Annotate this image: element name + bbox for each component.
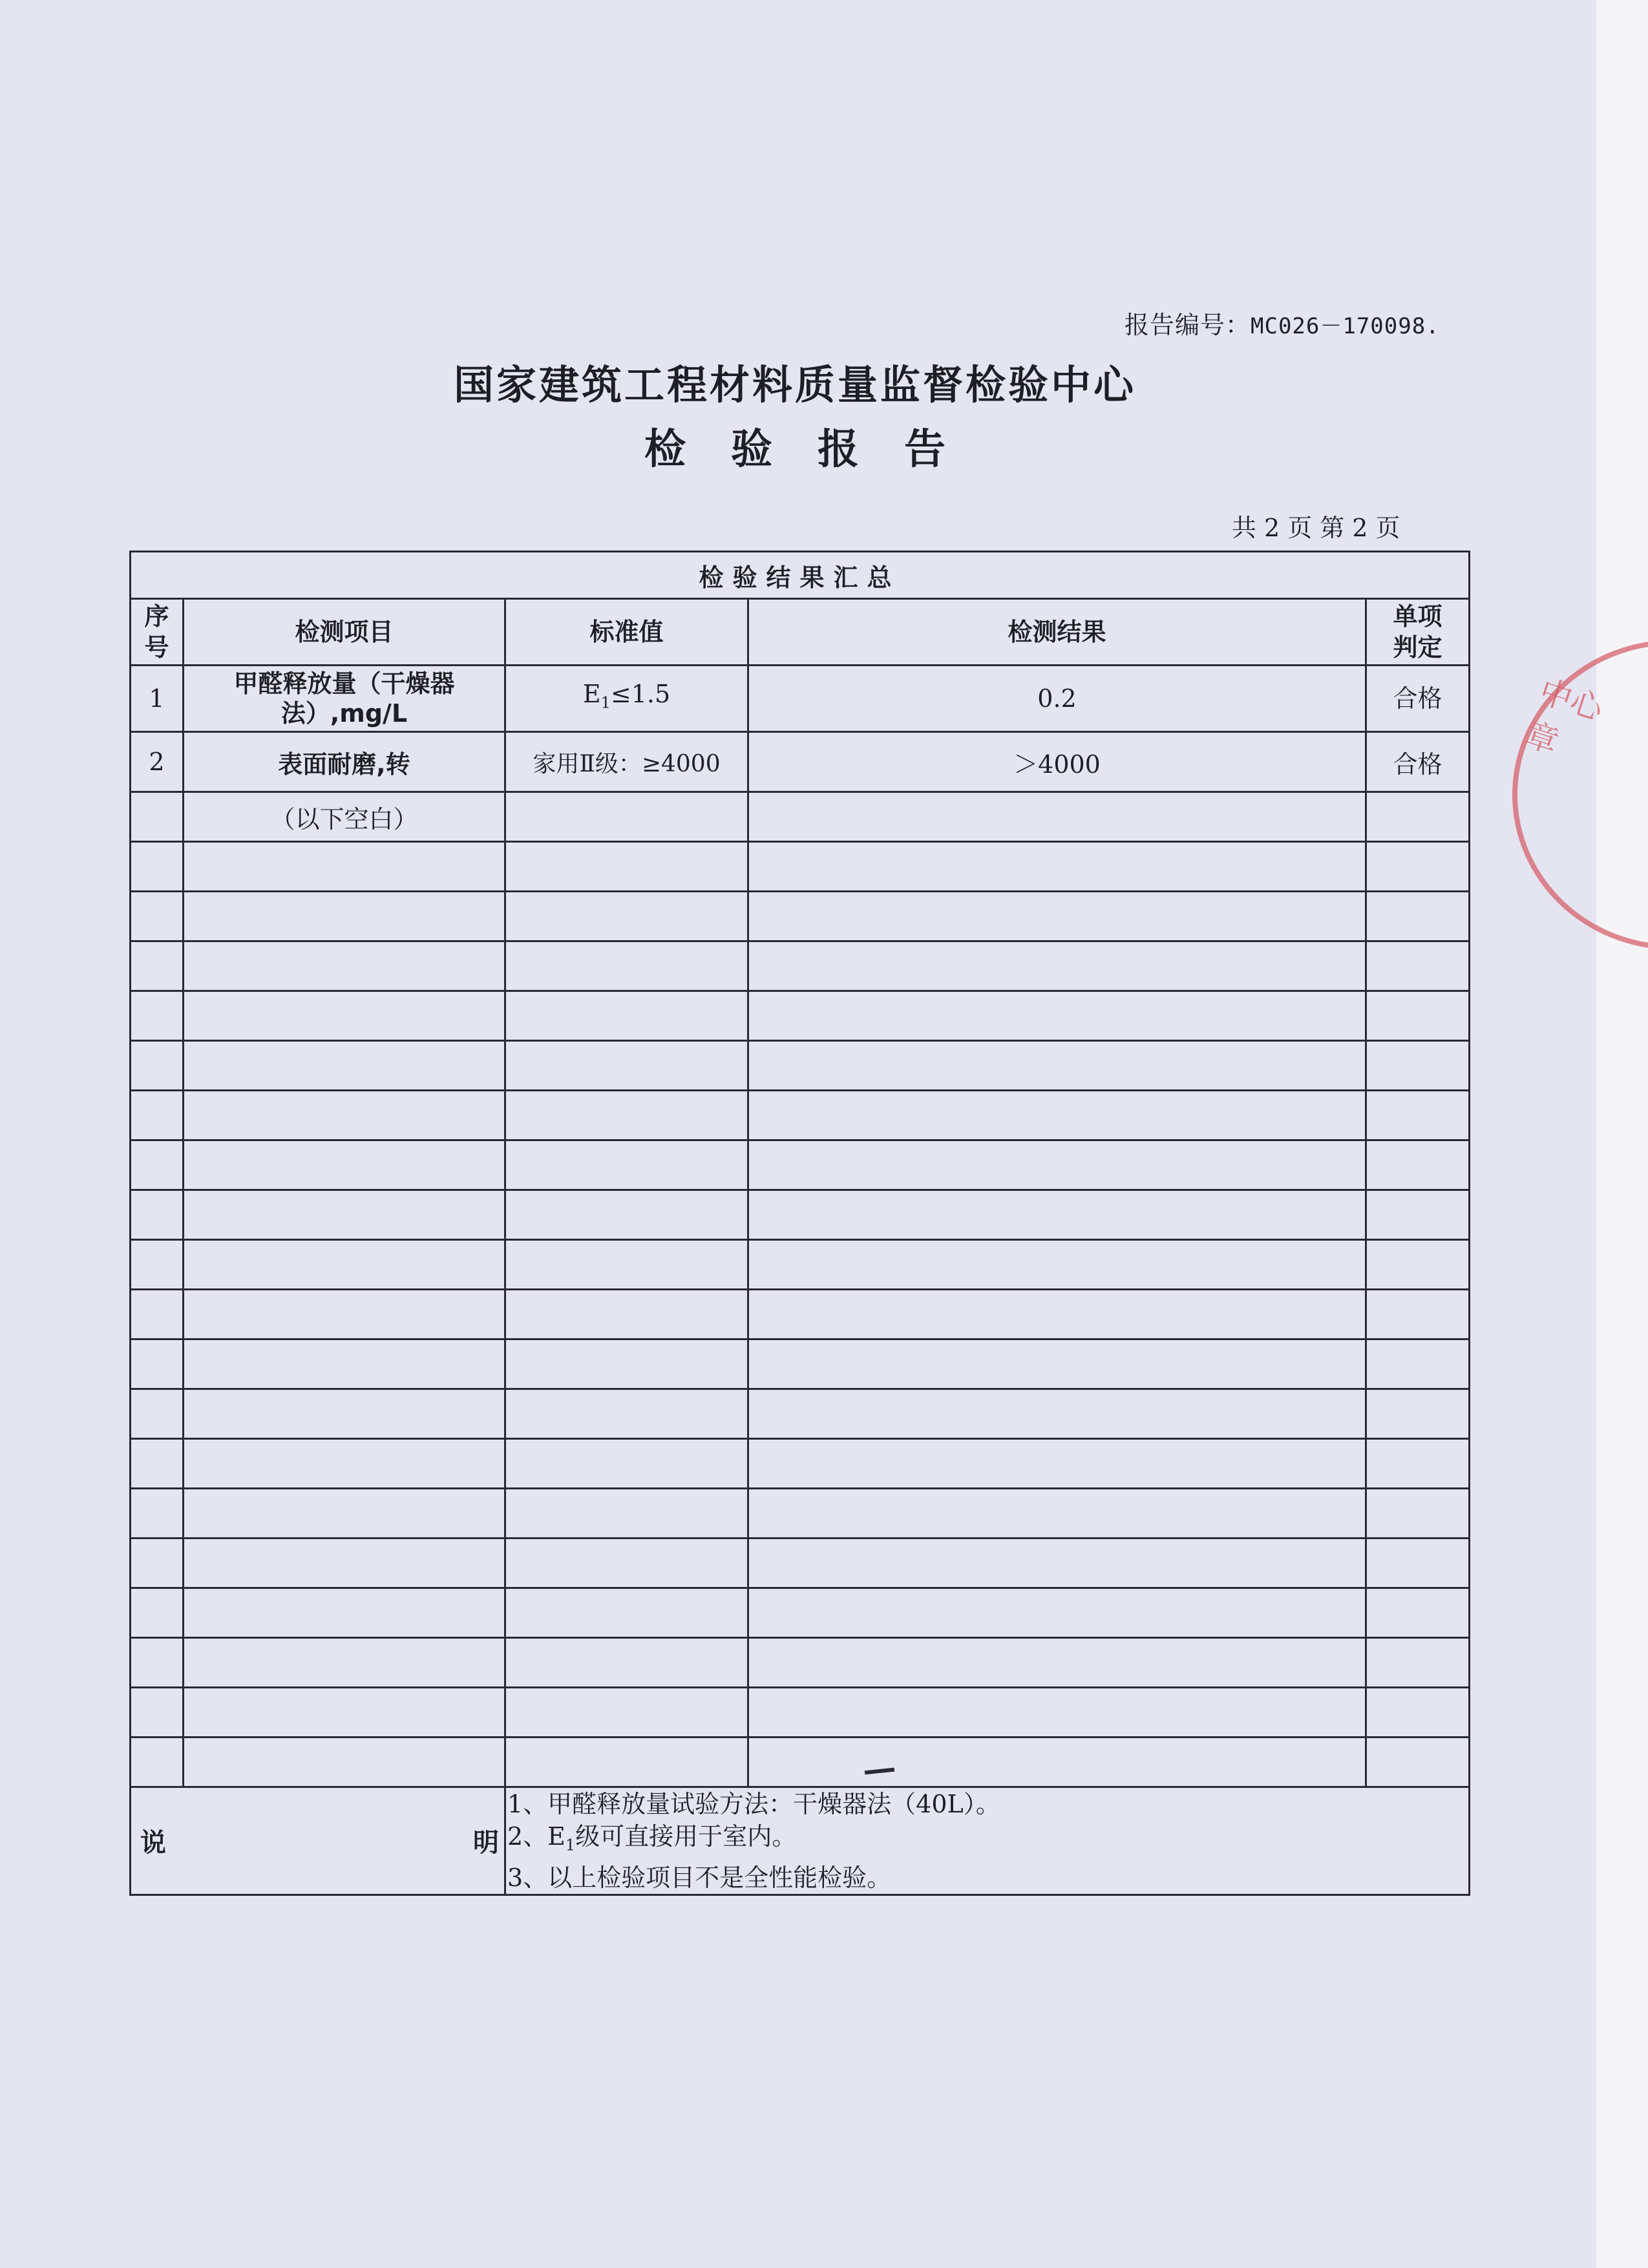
official-seal [1512,640,1648,950]
table-row [131,1688,1470,1738]
table-row [131,1290,1470,1339]
note-line-2: 2、$E_1$级可直接用于室内。 [507,1822,797,1854]
table-row [131,1339,1470,1389]
table-row [131,792,1470,842]
row-no: 1 [131,666,184,732]
table-row [131,1489,1470,1538]
row-result: ＞4000 [748,732,1366,792]
table-row [131,1389,1470,1439]
table-row [131,1738,1470,1787]
notes-text [505,1787,1470,1895]
table-row [131,991,1470,1041]
table-row [131,1439,1470,1489]
table-row [131,666,1470,732]
col-header-standard: 标准值 [505,599,748,666]
table-caption: 检验结果汇总 [131,552,1470,599]
notes-label: 说 明 [131,1787,505,1895]
table-row [131,1240,1470,1290]
paper-edge [1596,0,1648,2268]
page-count: 共 2 页 第 2 页 [1232,514,1400,542]
row-verdict: 合格 [1366,666,1470,732]
table-row [131,842,1470,892]
row-no: 2 [131,732,184,792]
report-number-value: MC026－170098. [1251,313,1440,339]
table-row [131,1041,1470,1091]
col-header-item: 检测项目 [184,599,505,666]
notes-row [131,1787,1470,1895]
seal-text: 中心章 [1521,672,1608,761]
table-row [131,1588,1470,1638]
col-header-no: 序号 [131,599,184,666]
table-row [131,941,1470,991]
note-line-1: 1、甲醛释放量试验方法：干燥器法（40L）。 [507,1790,1000,1818]
row-verdict: 合格 [1366,732,1470,792]
row-standard: 家用Ⅱ级：≥4000 [505,732,748,792]
table-row [131,892,1470,941]
table-caption-row [131,552,1470,599]
table-row [131,732,1470,792]
report-number-label: 报告编号： [1125,311,1251,339]
table-row [131,1638,1470,1688]
blank-note: （以下空白） [184,792,505,842]
table-row [131,1190,1470,1240]
results-table [129,551,1470,1896]
table-header-row [131,599,1470,666]
org-title: 国家建筑工程材料质量监督检验中心 [453,361,1136,408]
row-item: 甲醛释放量（干燥器法）,mg/L [184,666,505,732]
table-row [131,1091,1470,1140]
row-standard: $E_1\le 1.5$ [505,666,748,732]
doc-title: 检验报告 [644,426,991,474]
table-row [131,1538,1470,1588]
col-header-result: 检测结果 [748,599,1366,666]
report-number [1125,305,1440,341]
note-line-3: 3、以上检验项目不是全性能检验。 [507,1863,892,1892]
table-row [131,1140,1470,1190]
col-header-verdict: 单项判定 [1366,599,1470,666]
row-result: 0.2 [748,666,1366,732]
row-item: 表面耐磨,转 [184,732,505,792]
